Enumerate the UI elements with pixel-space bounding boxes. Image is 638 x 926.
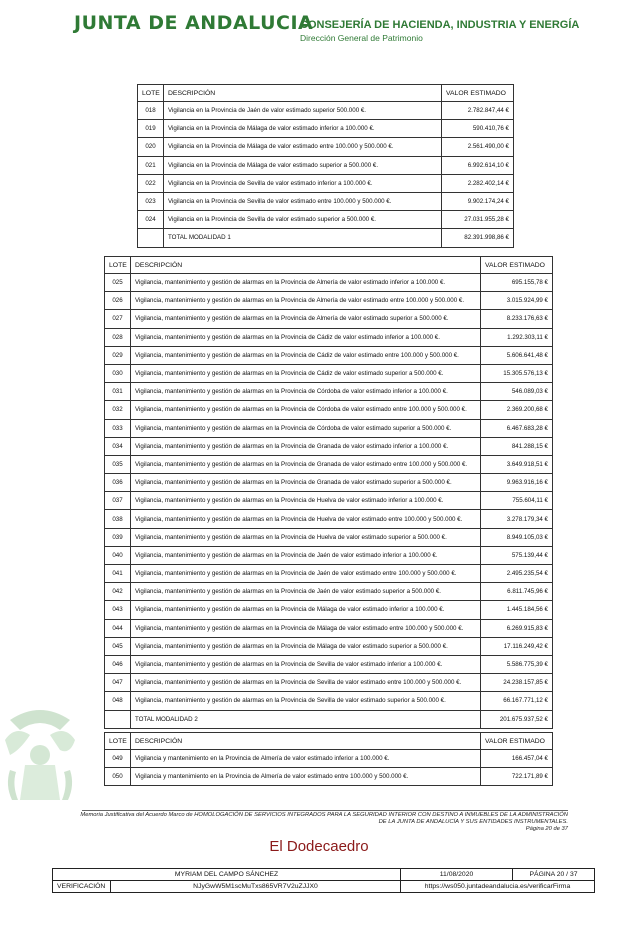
lotes-table-modalidad-1: [137, 84, 514, 248]
verification-code: NJyGwW5M1scMuTxs865VR7V2uZJJX0: [111, 881, 401, 893]
lote-cell: 045: [105, 637, 131, 655]
table-row: [105, 619, 553, 637]
table-row: [138, 211, 514, 229]
table-row: [138, 156, 514, 174]
valor-cell: 755.604,11 €: [481, 492, 553, 510]
table-row: [105, 328, 553, 346]
valor-cell: 9.902.174,24 €: [442, 192, 514, 210]
descripcion-cell: Vigilancia en la Provincia de Málaga de valor estimado superior a 500.000 €.: [164, 156, 442, 174]
table-row: [105, 474, 553, 492]
descripcion-cell: Vigilancia, mantenimiento y gestión de alarmas en la Provincia de Granada de valor estimado inferior a 100.000 €.: [131, 437, 481, 455]
descripcion-cell: Vigilancia en la Provincia de Málaga de valor estimado entre 100.000 y 500.000 €.: [164, 138, 442, 156]
descripcion-cell: Vigilancia, mantenimiento y gestión de alarmas en la Provincia de Sevilla de valor estimado inferior a 100.000 €.: [131, 655, 481, 673]
memoria-footer: [68, 812, 568, 834]
table-row: [138, 102, 514, 120]
memoria-line-2: DE LA JUNTA DE ANDALUCÍA Y SUS ENTIDADES INSTRUMENTALES.: [378, 819, 568, 826]
col-header-descripcion: DESCRIPCIÓN: [164, 85, 442, 102]
valor-cell: 24.238.157,85 €: [481, 674, 553, 692]
lote-cell: 047: [105, 674, 131, 692]
table-row: [105, 768, 553, 786]
valor-cell: 575.139,44 €: [481, 546, 553, 564]
valor-cell: 15.305.576,13 €: [481, 364, 553, 382]
table-row: [105, 310, 553, 328]
valor-cell: 1.292.303,11 €: [481, 328, 553, 346]
total-label: TOTAL MODALIDAD 2: [131, 710, 481, 728]
table-row: [105, 292, 553, 310]
signature-page: PÁGINA 20 / 37: [513, 869, 595, 881]
valor-cell: 5.606.641,48 €: [481, 346, 553, 364]
descripcion-cell: Vigilancia, mantenimiento y gestión de alarmas en la Provincia de Almería de valor estimado inferior a 100.000 €.: [131, 274, 481, 292]
table-row: [138, 120, 514, 138]
descripcion-cell: Vigilancia, mantenimiento y gestión de alarmas en la Provincia de Jaén de valor estimado inferior a 100.000 €.: [131, 546, 481, 564]
lote-cell: 050: [105, 768, 131, 786]
footer-divider: [82, 810, 568, 811]
descripcion-cell: Vigilancia, mantenimiento y gestión de alarmas en la Provincia de Córdoba de valor estimado inferior a 100.000 €.: [131, 383, 481, 401]
lote-cell: 021: [138, 156, 164, 174]
consejeria-title: CONSEJERÍA DE HACIENDA, INDUSTRIA Y ENERGÍA: [300, 19, 580, 31]
lote-cell: 026: [105, 292, 131, 310]
direccion-subtitle: Dirección General de Patrimonio: [300, 33, 423, 43]
total-value: 82.391.998,86 €: [442, 229, 514, 247]
total-label: TOTAL MODALIDAD 1: [164, 229, 442, 247]
lotes-table-modalidad-3: [104, 732, 553, 786]
col-header-descripcion: DESCRIPCIÓN: [131, 257, 481, 274]
valor-cell: 6.269.915,83 €: [481, 619, 553, 637]
table-row: [105, 546, 553, 564]
table-row: [105, 346, 553, 364]
table-row: [105, 750, 553, 768]
table-body: [105, 274, 553, 711]
col-header-valor: VALOR ESTIMADO: [481, 257, 553, 274]
total-row: [138, 229, 514, 247]
table-row: [105, 674, 553, 692]
valor-cell: 8.233.176,63 €: [481, 310, 553, 328]
verification-label: VERIFICACIÓN: [53, 881, 111, 893]
lote-cell: 030: [105, 364, 131, 382]
descripcion-cell: Vigilancia, mantenimiento y gestión de alarmas en la Provincia de Huelva de valor estimado entre 100.000 y 500.000 €.: [131, 510, 481, 528]
lote-cell: 044: [105, 619, 131, 637]
lote-cell: 029: [105, 346, 131, 364]
descripcion-cell: Vigilancia, mantenimiento y gestión de alarmas en la Provincia de Sevilla de valor estimado superior a 500.000 €.: [131, 692, 481, 710]
table-row: [105, 492, 553, 510]
valor-cell: 2.282.402,14 €: [442, 174, 514, 192]
descripcion-cell: Vigilancia y mantenimiento en la Provincia de Almería de valor estimado inferior a 100.000 €.: [131, 750, 481, 768]
lote-cell: 018: [138, 102, 164, 120]
table-row: [105, 655, 553, 673]
lote-cell: 042: [105, 583, 131, 601]
descripcion-cell: Vigilancia en la Provincia de Jaén de valor estimado superior 500.000 €.: [164, 102, 442, 120]
total-row: [105, 710, 553, 728]
lote-cell: 019: [138, 120, 164, 138]
header-right: [300, 19, 579, 43]
valor-cell: 17.116.249,42 €: [481, 637, 553, 655]
signature-table: [52, 868, 595, 893]
signature-date: 11/08/2020: [401, 869, 513, 881]
table-row: [105, 401, 553, 419]
table-row: [105, 419, 553, 437]
valor-cell: 3.278.179,34 €: [481, 510, 553, 528]
descripcion-cell: Vigilancia, mantenimiento y gestión de alarmas en la Provincia de Málaga de valor estimado entre 100.000 y 500.000 €.: [131, 619, 481, 637]
total-empty-cell: [105, 710, 131, 728]
descripcion-cell: Vigilancia en la Provincia de Málaga de valor estimado inferior a 100.000 €.: [164, 120, 442, 138]
table-row: [105, 637, 553, 655]
descripcion-cell: Vigilancia, mantenimiento y gestión de alarmas en la Provincia de Huelva de valor estimado superior a 500.000 €.: [131, 528, 481, 546]
lote-cell: 025: [105, 274, 131, 292]
lote-cell: 031: [105, 383, 131, 401]
signer-name: MYRIAM DEL CAMPO SÁNCHEZ: [53, 869, 401, 881]
table-row: [105, 528, 553, 546]
lote-cell: 036: [105, 474, 131, 492]
descripcion-cell: Vigilancia, mantenimiento y gestión de alarmas en la Provincia de Huelva de valor estimado inferior a 100.000 €.: [131, 492, 481, 510]
valor-cell: 9.963.916,16 €: [481, 474, 553, 492]
descripcion-cell: Vigilancia, mantenimiento y gestión de alarmas en la Provincia de Almería de valor estimado entre 100.000 y 500.000 €.: [131, 292, 481, 310]
table-row: [105, 510, 553, 528]
descripcion-cell: Vigilancia, mantenimiento y gestión de alarmas en la Provincia de Granada de valor estimado entre 100.000 y 500.000 €.: [131, 455, 481, 473]
signature-row-2: [53, 881, 595, 893]
col-header-lote: LOTE: [105, 257, 131, 274]
table-row: [105, 601, 553, 619]
lote-cell: 022: [138, 174, 164, 192]
lote-cell: 034: [105, 437, 131, 455]
org-logo-text: JUNTA DE ANDALUCIA: [74, 12, 314, 34]
company-name: El Dodecaedro: [269, 838, 369, 855]
valor-cell: 6.811.745,96 €: [481, 583, 553, 601]
valor-cell: 722.171,89 €: [481, 768, 553, 786]
descripcion-cell: Vigilancia, mantenimiento y gestión de alarmas en la Provincia de Granada de valor estimado superior a 500.000 €.: [131, 474, 481, 492]
lote-cell: 037: [105, 492, 131, 510]
descripcion-cell: Vigilancia, mantenimiento y gestión de alarmas en la Provincia de Cádiz de valor estimado inferior a 100.000 €.: [131, 328, 481, 346]
table-row: [138, 174, 514, 192]
col-header-lote: LOTE: [138, 85, 164, 102]
col-header-lote: LOTE: [105, 733, 131, 750]
table-row: [105, 692, 553, 710]
lote-cell: 028: [105, 328, 131, 346]
descripcion-cell: Vigilancia, mantenimiento y gestión de alarmas en la Provincia de Córdoba de valor estimado entre 100.000 y 500.000 €.: [131, 401, 481, 419]
table-row: [105, 274, 553, 292]
descripcion-cell: Vigilancia, mantenimiento y gestión de alarmas en la Provincia de Jaén de valor estimado superior a 500.000 €.: [131, 583, 481, 601]
valor-cell: 1.445.184,56 €: [481, 601, 553, 619]
descripcion-cell: Vigilancia, mantenimiento y gestión de alarmas en la Provincia de Cádiz de valor estimado superior a 500.000 €.: [131, 364, 481, 382]
lote-cell: 049: [105, 750, 131, 768]
valor-cell: 2.782.847,44 €: [442, 102, 514, 120]
descripcion-cell: Vigilancia, mantenimiento y gestión de alarmas en la Provincia de Málaga de valor estimado superior a 500.000 €.: [131, 637, 481, 655]
valor-cell: 6.992.614,10 €: [442, 156, 514, 174]
table-body: [138, 102, 514, 229]
descripcion-cell: Vigilancia, mantenimiento y gestión de alarmas en la Provincia de Málaga de valor estimado inferior a 100.000 €.: [131, 601, 481, 619]
total-empty-cell: [138, 229, 164, 247]
lote-cell: 041: [105, 565, 131, 583]
lote-cell: 035: [105, 455, 131, 473]
valor-cell: 3.649.918,51 €: [481, 455, 553, 473]
table-row: [105, 437, 553, 455]
descripcion-cell: Vigilancia en la Provincia de Sevilla de valor estimado inferior a 100.000 €.: [164, 174, 442, 192]
valor-cell: 3.015.924,99 €: [481, 292, 553, 310]
valor-cell: 6.467.683,28 €: [481, 419, 553, 437]
table-row: [105, 583, 553, 601]
verification-url[interactable]: https://ws050.juntadeandalucia.es/verificarFirma: [401, 881, 595, 893]
descripcion-cell: Vigilancia, mantenimiento y gestión de alarmas en la Provincia de Córdoba de valor estimado superior a 500.000 €.: [131, 419, 481, 437]
lote-cell: 040: [105, 546, 131, 564]
col-header-valor: VALOR ESTIMADO: [442, 85, 514, 102]
total-value: 201.675.937,52 €: [481, 710, 553, 728]
lote-cell: 020: [138, 138, 164, 156]
valor-cell: 8.949.105,03 €: [481, 528, 553, 546]
table-row: [105, 383, 553, 401]
lote-cell: 043: [105, 601, 131, 619]
junta-emblem-watermark: [0, 700, 80, 810]
valor-cell: 695.155,78 €: [481, 274, 553, 292]
lote-cell: 039: [105, 528, 131, 546]
valor-cell: 2.369.200,68 €: [481, 401, 553, 419]
lote-cell: 023: [138, 192, 164, 210]
table-header-row: [138, 85, 514, 102]
lote-cell: 038: [105, 510, 131, 528]
table-row: [105, 565, 553, 583]
valor-cell: 2.561.490,00 €: [442, 138, 514, 156]
signature-row-1: [53, 869, 595, 881]
table-row: [105, 364, 553, 382]
lote-cell: 027: [105, 310, 131, 328]
table-row: [138, 138, 514, 156]
table-header-row: [105, 733, 553, 750]
lote-cell: 032: [105, 401, 131, 419]
memoria-page: Página 20 de 37: [525, 826, 568, 833]
valor-cell: 590.410,76 €: [442, 120, 514, 138]
table-body: [105, 750, 553, 786]
lote-cell: 024: [138, 211, 164, 229]
lote-cell: 033: [105, 419, 131, 437]
descripcion-cell: Vigilancia en la Provincia de Sevilla de valor estimado entre 100.000 y 500.000 €.: [164, 192, 442, 210]
memoria-line-1: Memoria Justificativa del Acuerdo Marco de HOMOLOGACIÓN DE SERVICIOS INTEGRADOS PARA LA SEGURIDAD INTERIOR CON DESTINO A INMUEBLES DE LA ADMINISTRACIÓN: [80, 812, 568, 818]
lote-cell: 046: [105, 655, 131, 673]
valor-cell: 5.586.775,39 €: [481, 655, 553, 673]
valor-cell: 546.089,03 €: [481, 383, 553, 401]
table-row: [105, 455, 553, 473]
descripcion-cell: Vigilancia, mantenimiento y gestión de alarmas en la Provincia de Sevilla de valor estimado entre 100.000 y 500.000 €.: [131, 674, 481, 692]
descripcion-cell: Vigilancia, mantenimiento y gestión de alarmas en la Provincia de Jaén de valor estimado entre 100.000 y 500.000 €.: [131, 565, 481, 583]
valor-cell: 841.288,15 €: [481, 437, 553, 455]
descripcion-cell: Vigilancia, mantenimiento y gestión de alarmas en la Provincia de Almería de valor estimado superior a 500.000 €.: [131, 310, 481, 328]
descripcion-cell: Vigilancia y mantenimiento en la Provincia de Almería de valor estimado entre 100.000 y 500.000 €.: [131, 768, 481, 786]
descripcion-cell: Vigilancia, mantenimiento y gestión de alarmas en la Provincia de Cádiz de valor estimado entre 100.000 y 500.000 €.: [131, 346, 481, 364]
col-header-valor: VALOR ESTIMADO: [481, 733, 553, 750]
lote-cell: 048: [105, 692, 131, 710]
valor-cell: 66.167.771,12 €: [481, 692, 553, 710]
valor-cell: 27.031.955,28 €: [442, 211, 514, 229]
valor-cell: 2.495.235,54 €: [481, 565, 553, 583]
table-row: [138, 192, 514, 210]
valor-cell: 166.457,04 €: [481, 750, 553, 768]
table-header-row: [105, 257, 553, 274]
descripcion-cell: Vigilancia en la Provincia de Sevilla de valor estimado superior a 500.000 €.: [164, 211, 442, 229]
col-header-descripcion: DESCRIPCIÓN: [131, 733, 481, 750]
lotes-table-modalidad-2: [104, 256, 553, 729]
